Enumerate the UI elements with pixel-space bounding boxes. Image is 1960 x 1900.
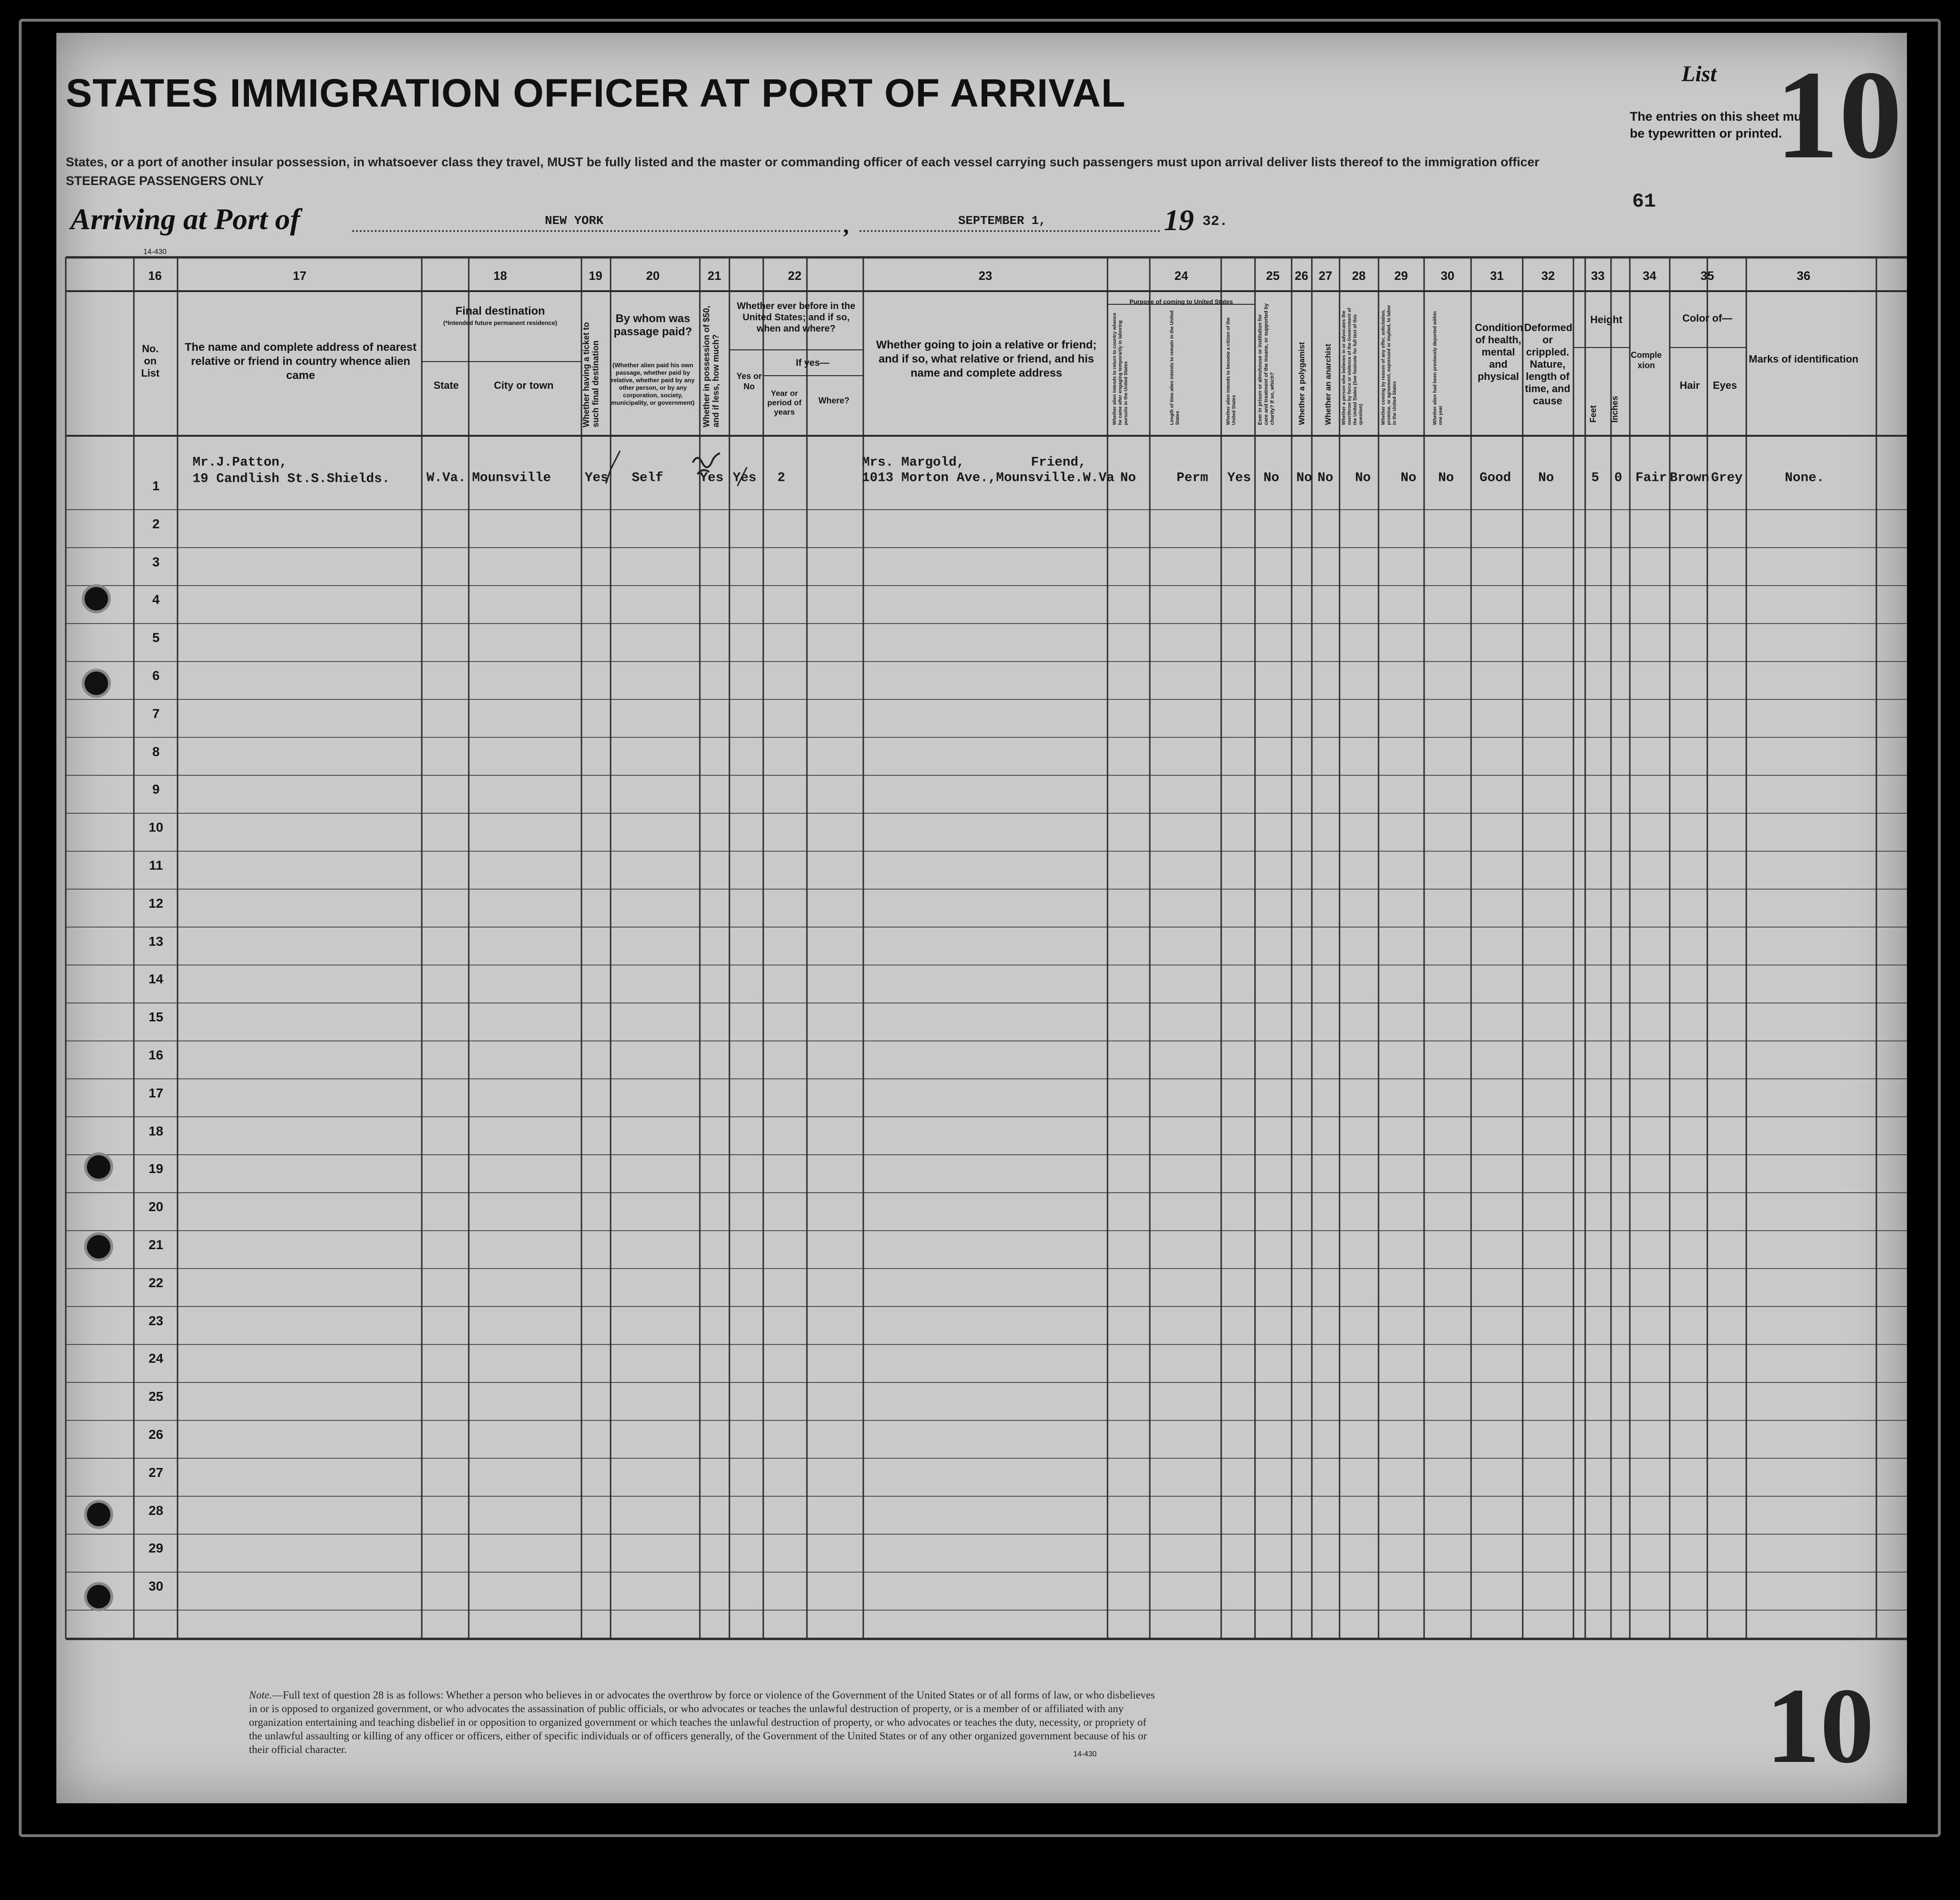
hdr-ever-before: Whether ever before in the United States; and if so, when and where? [736,301,856,334]
cell-join-address: 1013 Morton Ave.,Mounsville.W.Va [862,471,1115,486]
ticket-check-mark [606,451,620,484]
hdr-purpose-citizen: Whether alien intends to become a citizen of the United States [1226,317,1237,425]
cell-question-28: No [1355,471,1371,486]
hdr-deformed: Deformed or crippled. Nature, length of time, and cause [1524,322,1573,407]
hdr-passage-paid: By whom was passage paid? [613,312,692,338]
list-note-line-2: be typewritten or printed. [1630,126,1782,140]
punch-hole [85,672,108,695]
hdr-question-29: Whether coming by reason of any offer, solicitation, promise, or agreement, expressed or implied, to labor in the United States [1381,305,1397,425]
column-number: 24 [1174,269,1188,283]
cell-question-30: No [1438,471,1454,486]
column-number: 18 [493,269,507,283]
hdr-question-28: Whether a person who believes in or advocates the overthrow by force or violence of the Government of the United States (See footnote for full text of this question) [1341,308,1363,425]
cell-prison: No [1263,471,1279,486]
punch-hole [87,1503,110,1526]
row-number: 26 [148,1427,163,1442]
column-number: 25 [1266,269,1280,283]
cell-city: Mounsville [472,471,551,486]
hdr-purpose: Purpose of coming to United States [1129,298,1233,305]
row-number: 19 [148,1161,163,1176]
hdr-where: Where? [818,396,850,405]
row-number: 1 [152,479,160,493]
hdr-inches: Inches [1610,395,1619,423]
hdr-purpose-return: Whether alien intends to return to country whence he came after engaging temporarily in laboring pursuits in the United States [1112,313,1129,425]
cell-money: Yes [700,471,724,486]
cell-complexion: Fair [1635,471,1667,486]
row-number: 7 [152,706,160,721]
list-number: 10 [1775,45,1902,185]
hdr-prison: Ever in prison or almshouse or institution for care and treatment of the insane, or supported by charity? If so, which? [1257,303,1275,425]
column-number: 35 [1700,269,1714,283]
column-number: 20 [646,269,660,283]
cell-length-of-stay: Perm [1177,471,1209,486]
passenger-class: STEERAGE PASSENGERS ONLY [66,174,264,188]
row-number: 25 [148,1389,163,1404]
year-prefix: 19 [1164,203,1194,237]
column-number: 16 [148,269,162,283]
row-number: 8 [152,744,160,759]
hdr-relative: The name and complete address of nearest relative or friend in country whence alien came [185,341,417,382]
column-number: 34 [1642,269,1657,283]
year-suffix: 32. [1202,214,1228,230]
hdr-polygamist: Whether a polygamist [1297,342,1306,425]
footnote-question-28 [249,1688,1160,1756]
note-label: Note. [249,1689,272,1701]
row-number: 9 [152,782,160,797]
hdr-passage-note: (Whether alien paid his own passage, whether paid by relative, whether paid by any other person, or by any corporation, society, municipality, or government) [611,362,695,406]
row-number: 5 [152,630,160,645]
column-number: 21 [707,269,721,283]
column-number: 22 [788,269,802,283]
cell-eyes: Grey [1711,471,1743,486]
hdr-state: State [434,379,459,391]
cell-relative-name: Mr.J.Patton, [193,455,287,470]
cell-return-intent: No [1120,471,1136,486]
row-number: 2 [152,516,160,531]
hdr-city: City or town [494,379,554,391]
row-number: 13 [148,934,163,949]
row-number: 18 [148,1123,163,1138]
hdr-ticket: Whether having a ticket to such final destination [581,322,600,427]
row-number: 14 [148,972,163,987]
hdr-no-on-list: No. on List [141,343,160,379]
punch-hole [87,1155,110,1179]
cell-state: W.Va. [426,471,466,486]
hdr-anarchist: Whether an anarchist [1324,344,1332,425]
hdr-eyes: Eyes [1712,379,1737,391]
hdr-health: Condition of health, mental and physical [1475,322,1523,382]
row-number: 6 [152,668,160,683]
hdr-year-period: Year or period of years [767,389,802,417]
row-number: 27 [148,1465,163,1480]
cell-years: 2 [777,471,785,486]
hdr-money: Whether in possession of $50, and if less, how much? [702,305,720,427]
row-number: 20 [148,1199,163,1214]
port-value: NEW YORK [545,214,604,228]
cell-hair: Brown [1670,471,1710,486]
cell-anarchist: No [1317,471,1333,486]
row-number: 24 [148,1351,163,1366]
column-number: 32 [1541,269,1555,283]
column-number: 30 [1441,269,1455,283]
column-number: 28 [1352,269,1366,283]
hdr-if-yes: If yes— [796,358,829,368]
column-number: 31 [1490,269,1504,283]
hdr-purpose-length: Length of time alien intends to remain in the United States [1170,310,1180,425]
money-handwritten-amount [693,453,720,474]
row-number: 28 [148,1503,163,1518]
row-number: 17 [148,1085,163,1100]
arriving-label: Arriving at Port of [70,202,300,236]
column-number: 36 [1797,269,1811,283]
cell-ticket: Yes [585,471,609,486]
form-code-top: 14-430 [143,248,167,256]
column-number: 26 [1294,269,1309,283]
column-number: 29 [1394,269,1408,283]
hdr-marks: Marks of identification [1749,353,1859,365]
row-number: 29 [148,1541,163,1556]
form-title: STATES IMMIGRATION OFFICER AT PORT OF ARRIVAL [66,71,1126,115]
ever-before-check-mark [737,467,747,486]
cell-relative-address: 19 Candlish St.S.Shields. [193,471,390,487]
punch-hole [87,1585,110,1608]
list-note-line-1: The entries on this sheet must [1630,109,1813,124]
hdr-hair: Hair [1680,379,1700,391]
cell-marks: None. [1785,471,1825,486]
column-number: 19 [589,269,603,283]
row-number: 10 [148,820,163,835]
column-number: 23 [978,269,992,283]
comma-separator: , [843,212,849,238]
column-number: 33 [1591,269,1605,283]
form-code-bottom: 14-430 [1073,1750,1097,1758]
row-number: 23 [148,1313,163,1328]
row-number: 21 [148,1237,163,1252]
punch-hole [85,587,108,610]
cell-ever-before: Yes [733,471,757,486]
cell-health: Good [1480,471,1511,486]
hdr-join-relative: Whether going to join a relative or friend; and if so, what relative or friend, and his name and complete address [876,339,1097,379]
hdr-color-of: Color of— [1682,312,1733,324]
cell-paid-by: Self [632,471,664,486]
row-number: 11 [149,858,163,873]
hdr-feet: Feet [1588,405,1598,423]
hdr-final-destination-note: (*Intended future permanent residence) [443,319,558,326]
note-text: —Full text of question 28 is as follows: Whether a person who believes in or advocates the overthrow by force or violence of the Government of the United States or of all forms of law, or who disbelieves in or is opposed to organized government, or who advocates the assassination of public officials, or who advocates or teaches the unlawful destruction of property, or is a member of or affiliated with any organization entertaining and teaching disbelief in or opposition to organized government or which teaches the unlawful destruction of property, or who advocates or teaches the duty, necessity, or propriety of the unlawful assaulting or killing of any officer or officers, either of specific individuals or of officers generally, of the Government of the United States or of any other organized government because of his or their official character. [249,1689,1155,1755]
sheet-number: 61 [1632,190,1656,213]
cell-inches: 0 [1614,471,1622,486]
row-number: 30 [148,1579,163,1594]
hdr-complexion: Complexion [1630,350,1662,370]
list-label: List [1681,62,1717,86]
row-number: 3 [152,554,160,569]
cell-polygamist: No [1296,471,1312,486]
cell-deformed: No [1538,471,1554,486]
row-number: 4 [152,592,160,607]
row-number: 22 [148,1275,163,1290]
date-value: SEPTEMBER 1, [958,214,1046,228]
hdr-final-destination: Final destination [455,305,545,317]
column-number: 17 [293,269,307,283]
row-number: 12 [148,896,163,911]
row-number: 15 [148,1010,163,1025]
hdr-height: Height [1590,314,1623,325]
cell-join-relation: Friend, [1031,455,1086,470]
cell-join-name: Mrs. Margold, [862,455,965,470]
form-instruction: States, or a port of another insular possession, in whatsoever class they travel, MUST be fully listed and the master or commanding officer of each vessel carrying such passengers must upon arrival deliver lists thereof to the immigration officer [66,155,1540,169]
cell-feet: 5 [1591,471,1599,486]
stamp-number: 10 [1766,1666,1874,1785]
cell-question-29: No [1401,471,1417,486]
row-number: 16 [148,1048,163,1062]
hdr-yes-or-no: Yes or No [736,371,762,391]
hdr-question-30: Whether alien had been previously deported within one year [1433,311,1443,425]
column-number: 27 [1318,269,1332,283]
cell-citizen: Yes [1227,471,1251,486]
punch-hole [87,1235,110,1259]
